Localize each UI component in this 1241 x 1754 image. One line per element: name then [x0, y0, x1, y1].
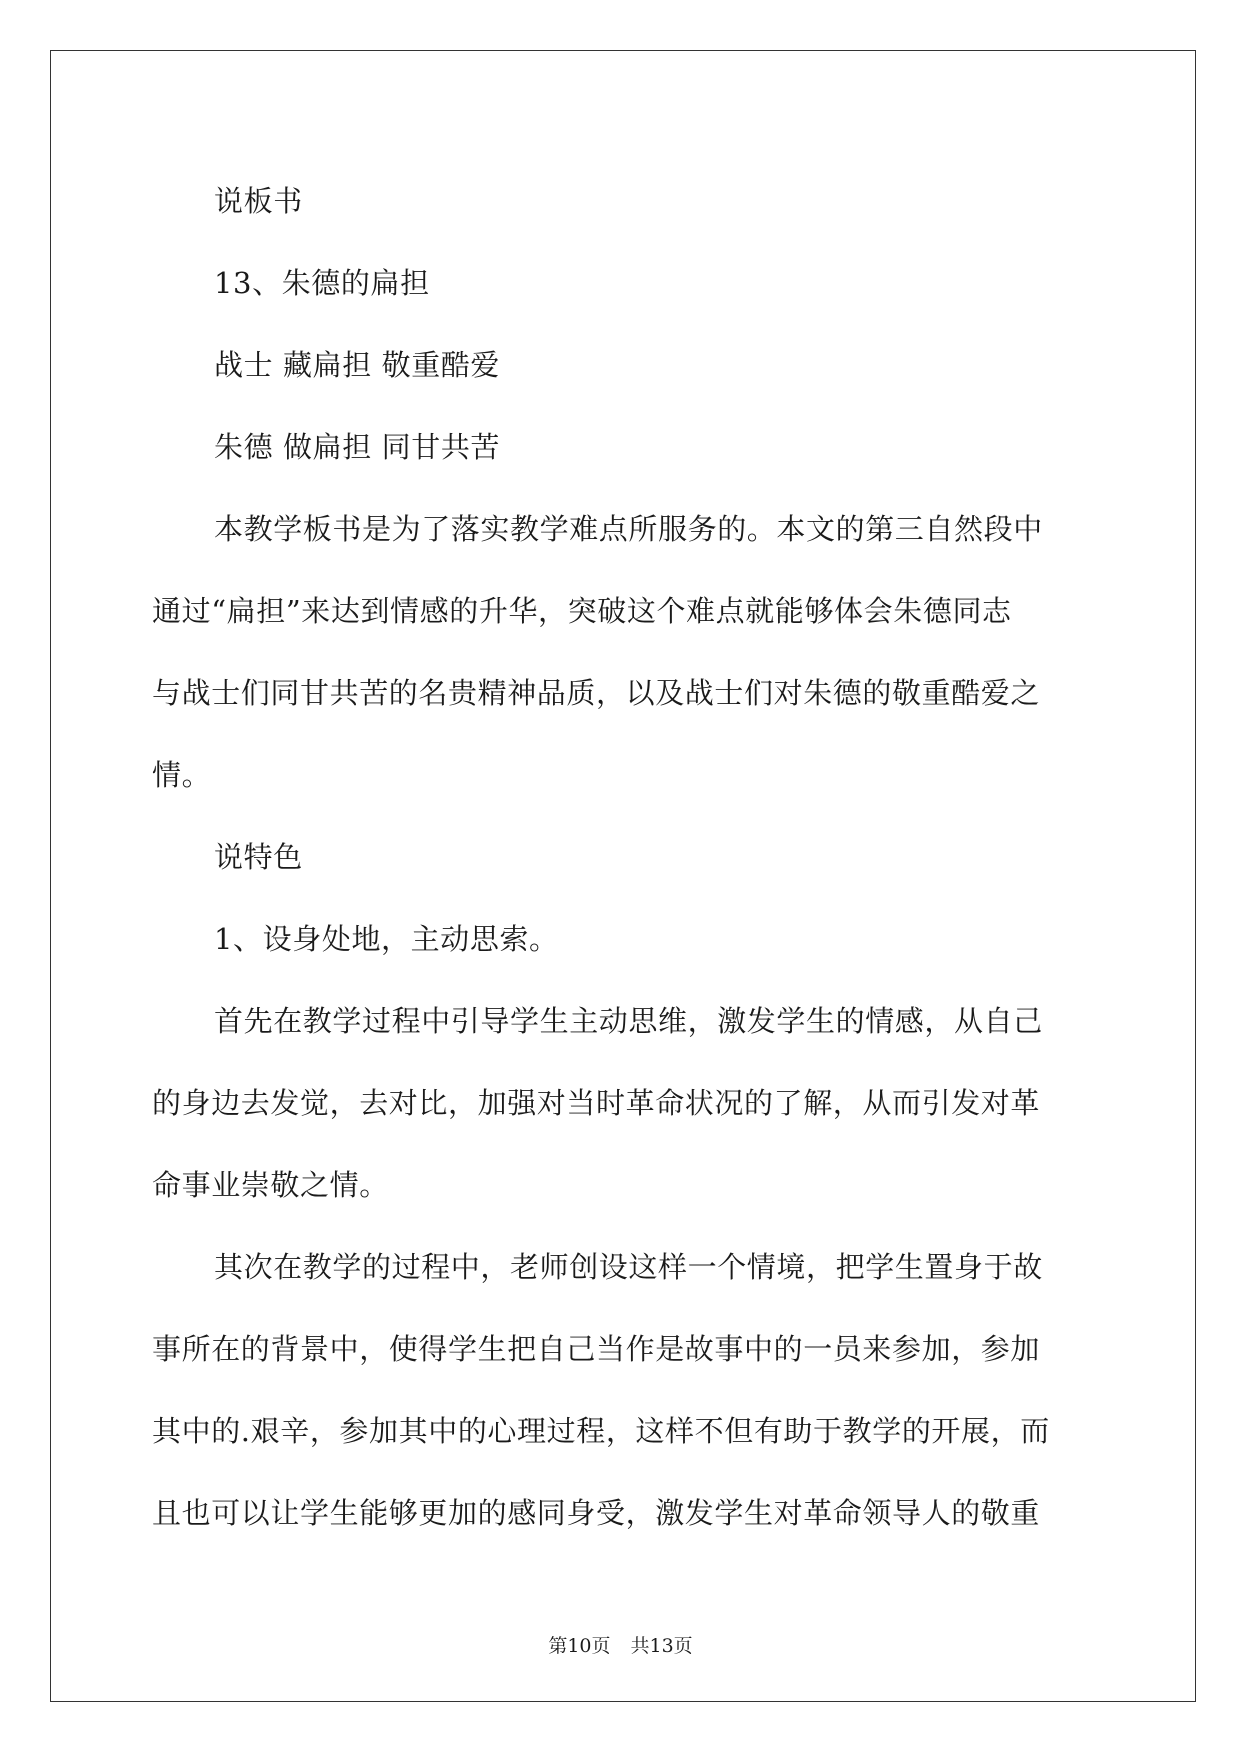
paragraph-line: 命事业崇敬之情。	[152, 1168, 389, 1202]
paragraph-line: 本教学板书是为了落实教学难点所服务的。本文的第三自然段中	[214, 512, 1043, 546]
paragraph-line: 首先在教学过程中引导学生主动思维，激发学生的情感，从自己	[214, 1004, 1043, 1038]
paragraph-line: 的身边去发觉，去对比，加强对当时革命状况的了解，从而引发对革	[152, 1086, 1041, 1120]
paragraph-line: 其中的.艰辛，参加其中的心理过程，这样不但有助于教学的开展，而	[152, 1414, 1050, 1448]
page-footer	[0, 1634, 1241, 1658]
paragraph-line: 事所在的背景中，使得学生把自己当作是故事中的一员来参加，参加	[152, 1332, 1041, 1366]
feature-item-title: 1、设身处地，主动思索。	[214, 922, 559, 956]
section-heading-blackboard: 说板书	[214, 184, 303, 218]
current-page-number: 第10页	[548, 1635, 611, 1657]
paragraph-line: 其次在教学的过程中，老师创设这样一个情境，把学生置身于故	[214, 1250, 1043, 1284]
board-line-zhude: 朱德 做扁担 同甘共苦	[214, 430, 501, 464]
board-line-soldiers: 战士 藏扁担 敬重酷爱	[214, 348, 501, 382]
paragraph-line: 与战士们同甘共苦的名贵精神品质，以及战士们对朱德的敬重酷爱之	[152, 676, 1041, 710]
lesson-title: 13、朱德的扁担	[214, 266, 430, 300]
document-body	[152, 160, 1092, 1554]
section-heading-features: 说特色	[214, 840, 303, 874]
paragraph-line: 通过“扁担”来达到情感的升华，突破这个难点就能够体会朱德同志	[152, 594, 1012, 628]
paragraph-line: 情。	[152, 758, 212, 792]
total-page-count: 共13页	[630, 1635, 693, 1657]
paragraph-line: 且也可以让学生能够更加的感同身受，激发学生对革命领导人的敬重	[152, 1496, 1041, 1530]
